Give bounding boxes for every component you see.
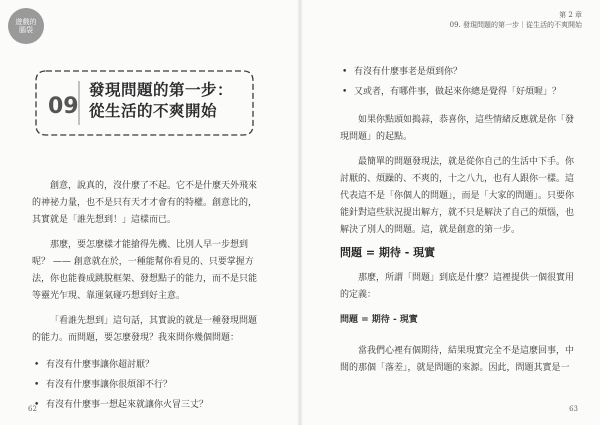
badge-line-2: 腦袋 [19,26,33,34]
running-head-chapter: 第 2 章 [559,11,582,19]
series-badge [8,8,44,44]
formula: 問題 = 期待 - 現實 [340,315,418,325]
badge-line-1: 遊戲的 [15,18,37,26]
paragraph: 如果你點頭如搗蒜，恭喜你，這些情緒反應就是你「發現問題」的起點。 [340,115,575,142]
running-head [450,10,582,30]
question-list [340,62,576,102]
list-item: • 有沒有什麼事一想起來就讓你火冒三丈？ [32,395,264,415]
list-item: • 有沒有什麼事老是煩到你？ [340,62,576,82]
chapter-title-line-1: 發現問題的第一步： [89,80,234,99]
chapter-number: 09 [48,94,79,119]
right-body-top [340,62,576,247]
right-page [300,0,600,425]
chapter-title [89,79,247,121]
chapter-heading-box [32,67,257,139]
paragraph: 那麼，要怎麼樣才能搶得先機、比別人早一步想到呢？ —— 創意就在於，一種能幫你看見的、只要掌握方法，你也能養成跳脫框架、發想點子的能力，而不是只能等靈光乍現、靠運氣碰巧想到好主意。 [32,240,258,301]
right-body-bottom [340,270,576,385]
book-gutter [297,0,303,425]
paragraph: 「看誰先想到」這句話，其實說的就是一種發現問題的能力。而問題，要怎麼發現？我來問你幾個問題： [32,316,258,343]
paragraph: 那麼，所謂「問題」到底是什麼？這裡提供一個很實用的定義： [340,273,575,300]
running-head-title: 09. 發現問題的第一步｜從生活的不爽開始 [449,21,582,29]
question-list [32,355,264,415]
chapter-title-line-2: 從生活的不爽開始 [89,101,218,120]
paragraph: 最簡單的問題發現法，就是從你自己的生活中下手。你討厭的、煩躁的、不爽的，十之八九，也有人跟你一樣。這代表這不是「你個人的問題」，而是「大家的問題」。只要你能針對這些狀況提出解方，就不只是解決了自己的煩惱，也解決了別人的問題。這，就是創意的第一步。 [340,157,575,235]
list-item: • 又或者，有哪件事，做起來你總是覺得「好煩喔」？ [340,82,576,102]
list-item: • 有沒有什麼事讓你很煩卻不行？ [32,375,264,395]
paragraph: 創意，說真的，沒什麼了不起。它不是什麼天外飛來的神祕力量，也不是只有天才才會有的特權。創意比的，其實就是「誰先想到！」這樣而已。 [32,181,258,225]
page-number: 63 [569,405,578,413]
left-body [32,178,264,415]
section-heading: 問題 = 期待 - 現實 [340,246,436,259]
list-item: • 有沒有什麼事讓你超討厭？ [32,355,264,375]
page-number: 62 [28,405,37,413]
paragraph: 當我們心裡有個期待，結果現實完全不是這麼回事，中間的那個「落差」，就是問題的來源。因此，問題其實是一 [340,346,575,373]
